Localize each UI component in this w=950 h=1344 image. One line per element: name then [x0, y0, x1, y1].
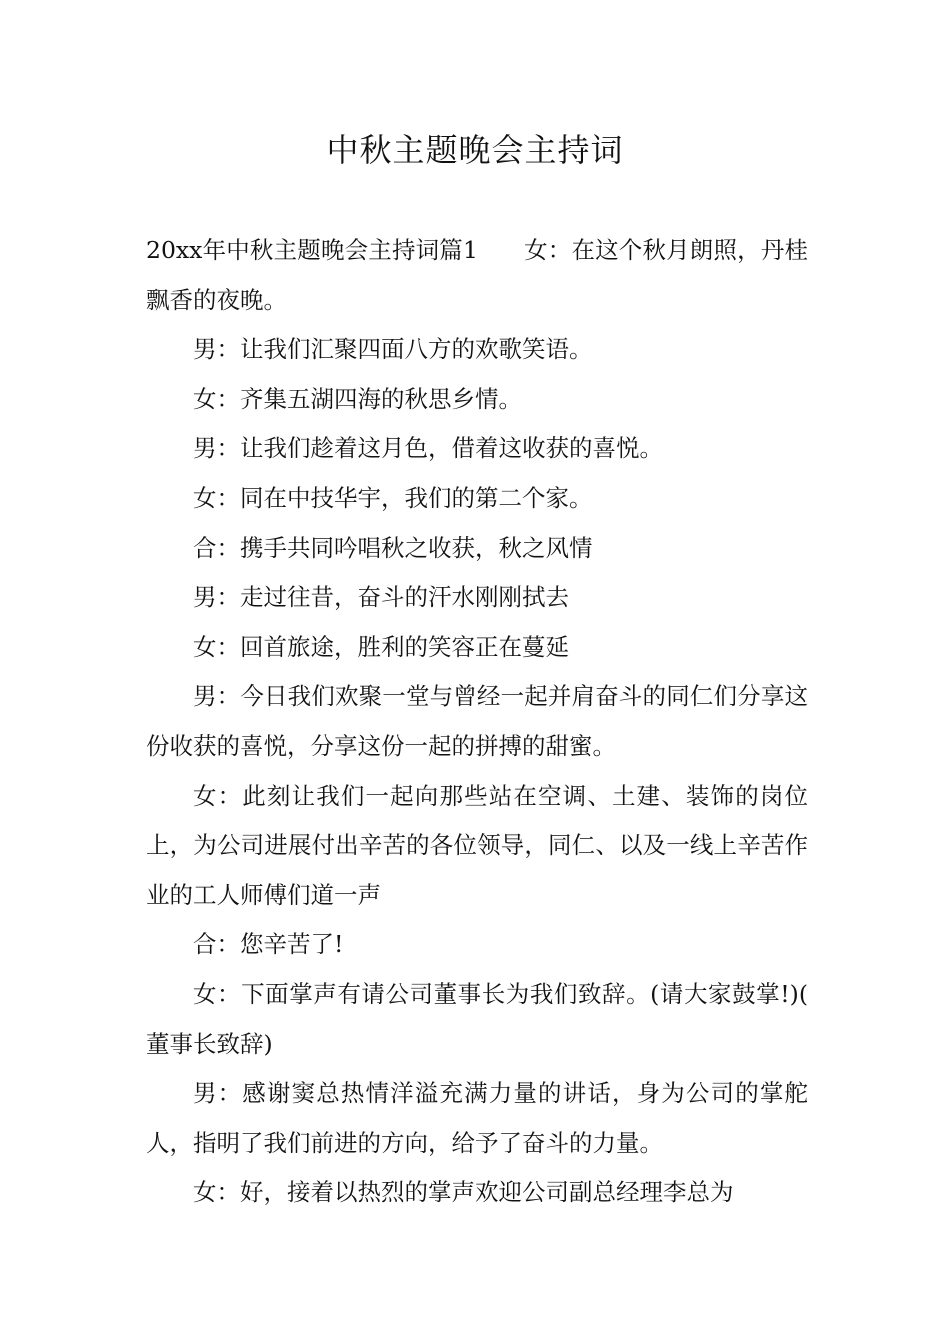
script-line: 男：让我们汇聚四面八方的欢歌笑语。	[193, 335, 593, 364]
script-line: 女：齐集五湖四海的秋思乡情。	[193, 384, 522, 413]
section-heading: 20xx年中秋主题晚会主持词篇1	[146, 236, 478, 264]
script-line: 男：走过往昔，奋斗的汗水刚刚拭去	[193, 583, 569, 612]
intro-paragraph	[146, 226, 808, 325]
script-line: 女：同在中技华宇，我们的第二个家。	[193, 483, 593, 512]
script-line: 女：下面掌声有请公司董事长为我们致辞。(请大家鼓掌!)( 董事长致辞)	[146, 979, 808, 1058]
document-body	[146, 226, 808, 1218]
script-line: 合：携手共同吟唱秋之收获，秋之风情	[193, 533, 593, 562]
script-line: 男：让我们趁着这月色，借着这收获的喜悦。	[193, 434, 663, 463]
script-line: 男：感谢窦总热情洋溢充满力量的讲话，身为公司的掌舵人，指明了我们前进的方向，给予了奋斗的力量。	[146, 1079, 808, 1157]
script-line: 女：好，接着以热烈的掌声欢迎公司副总经理李总为	[193, 1178, 734, 1207]
script-line: 女：回首旅途，胜利的笑容正在蔓延	[193, 632, 569, 661]
intro-line: 女：在这个秋月朗照，丹桂飘香的夜晚。	[146, 236, 808, 314]
script-line: 合：您辛苦了!	[193, 930, 344, 959]
script-line: 男：今日我们欢聚一堂与曾经一起并肩奋斗的同仁们分享这份收获的喜悦，分享这份一起的拼搏的甜蜜。	[146, 682, 808, 760]
document-title: 中秋主题晚会主持词	[326, 131, 624, 169]
script-line: 女：此刻让我们一起向那些站在空调、土建、装饰的岗位上，为公司进展付出辛苦的各位领导，同仁、以及一线上辛苦作业的工人师傅们道一声	[146, 781, 808, 909]
